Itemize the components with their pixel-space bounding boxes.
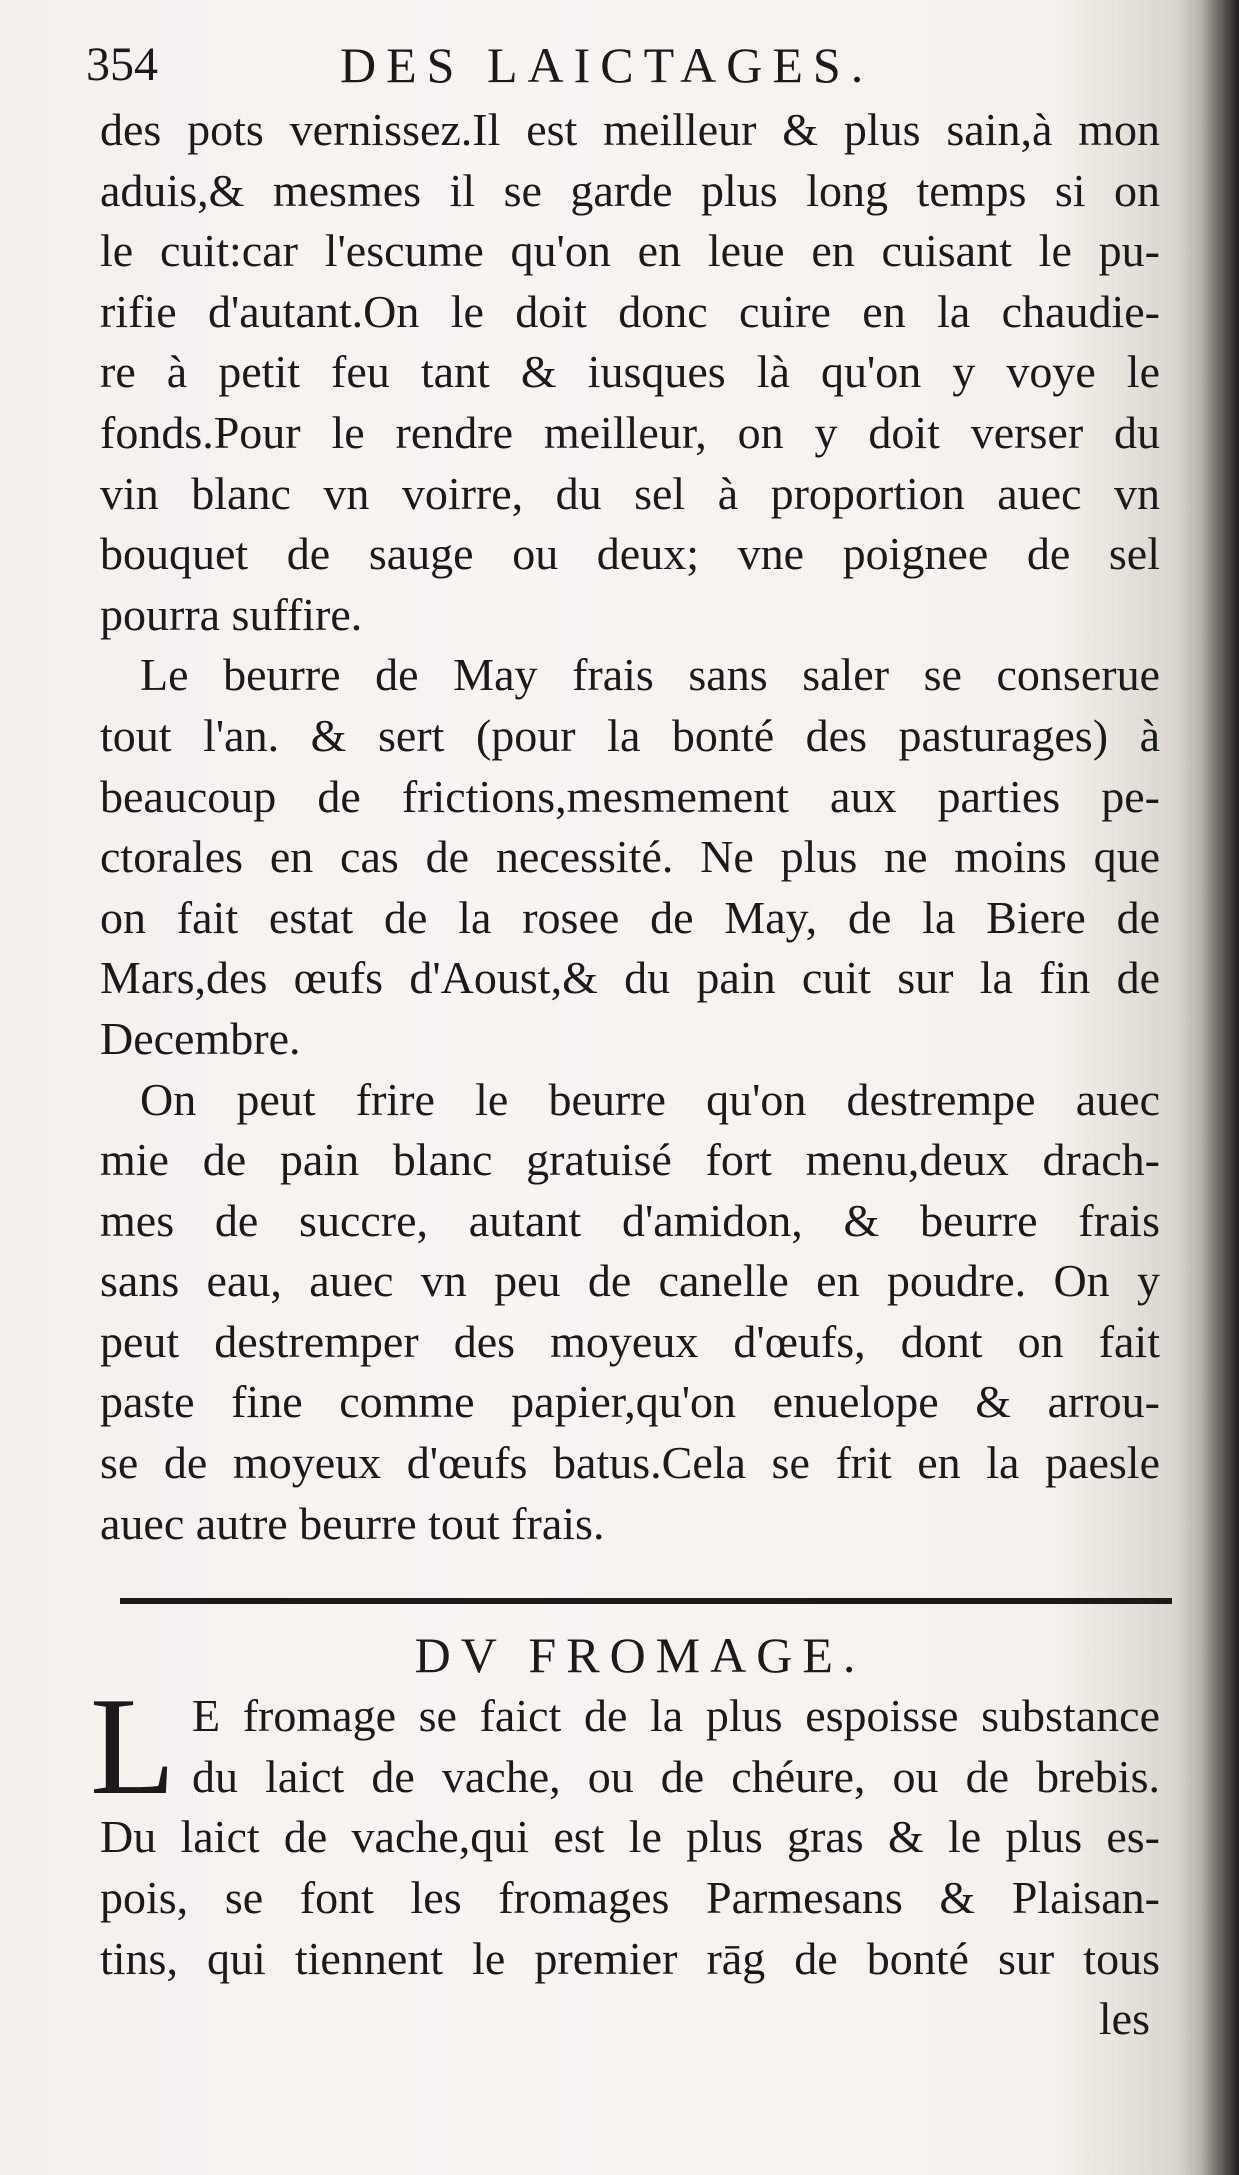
- running-title: DES LAICTAGES.: [340, 37, 874, 93]
- text-line: mie de pain blanc gratuisé fort menu,deux drach-: [100, 1134, 1160, 1186]
- spine-shadow: [1201, 0, 1239, 2175]
- text-line: pois, se font les fromages Parmesans & Plaisan-: [100, 1872, 1160, 1924]
- text-line: ctorales en cas de necessité. Ne plus ne moins que: [100, 831, 1160, 883]
- text-line: tins, qui tiennent le premier rāg de bonté sur tous: [100, 1932, 1160, 1984]
- paragraph-2: [100, 645, 1160, 1069]
- text-line: E fromage se faict de la plus espoisse substance: [192, 1690, 1160, 1742]
- paragraph-1: [100, 100, 1160, 645]
- text-line: paste fine comme papier,qu'on enuelope & arrou-: [100, 1376, 1160, 1428]
- drop-cap: L: [90, 1669, 176, 1825]
- spacer: [100, 1554, 1160, 1584]
- section-body: [90, 1669, 1160, 1989]
- text-line: on fait estat de la rosee de May, de la Biere de: [100, 891, 1160, 943]
- text-line: tout l'an. & sert (pour la bonté des pasturages) à: [100, 709, 1160, 761]
- page-header: [86, 30, 1160, 100]
- section-title: DV FROMAGE.: [414, 1627, 866, 1684]
- text-line: Mars,des œufs d'Aoust,& du pain cuit sur la fin de: [100, 952, 1160, 1004]
- text-line: mes de succre, autant d'amidon, & beurre frais: [100, 1194, 1160, 1246]
- text-line: re à petit feu tant & iusques là qu'on y voye le: [100, 346, 1160, 398]
- text-line: auec autre beurre tout frais.: [100, 1497, 605, 1549]
- catchword: les: [1098, 1993, 1150, 2045]
- text-line: bouquet de sauge ou deux; vne poignee de sel: [100, 528, 1160, 580]
- text-block: [86, 30, 1160, 2049]
- text-line: fonds.Pour le rendre meilleur, on y doit verser du: [100, 406, 1160, 458]
- text-line: des pots vernissez.Il est meilleur & plus sain,à mon: [100, 104, 1160, 155]
- text-line: On peut frire le beurre qu'on destrempe auec: [140, 1073, 1160, 1125]
- text-line: peut destremper des moyeux d'œufs, dont on fait: [100, 1315, 1160, 1367]
- text-line: rifie d'autant.On le doit donc cuire en la chaudie-: [100, 285, 1160, 337]
- text-line: beaucoup de frictions,mesmement aux parties pe-: [100, 770, 1160, 822]
- text-line: aduis,& mesmes il se garde plus long temps si on: [100, 164, 1160, 216]
- text-line: sans eau, auec vn peu de canelle en poudre. On y: [100, 1255, 1160, 1307]
- text-line: Le beurre de May frais sans saler se conserue: [140, 649, 1160, 701]
- text-line: Decembre.: [100, 1012, 301, 1064]
- text-line: se de moyeux d'œufs batus.Cela se frit en la paesle: [100, 1437, 1160, 1489]
- text-line: vin blanc vn voirre, du sel à proportion auec vn: [100, 467, 1160, 519]
- paragraph-3: [100, 1070, 1160, 1555]
- text-line: Du laict de vache,qui est le plus gras & le plus es-: [100, 1811, 1160, 1863]
- text-line: du laict de vache, ou de chéure, ou de brebis.: [192, 1750, 1160, 1802]
- section-rule: [100, 1584, 1160, 1624]
- page-number: 354: [86, 38, 158, 91]
- text-line: pourra suffire.: [100, 588, 363, 640]
- text-line: le cuit:car l'escume qu'on en leue en cuisant le pu-: [100, 225, 1160, 277]
